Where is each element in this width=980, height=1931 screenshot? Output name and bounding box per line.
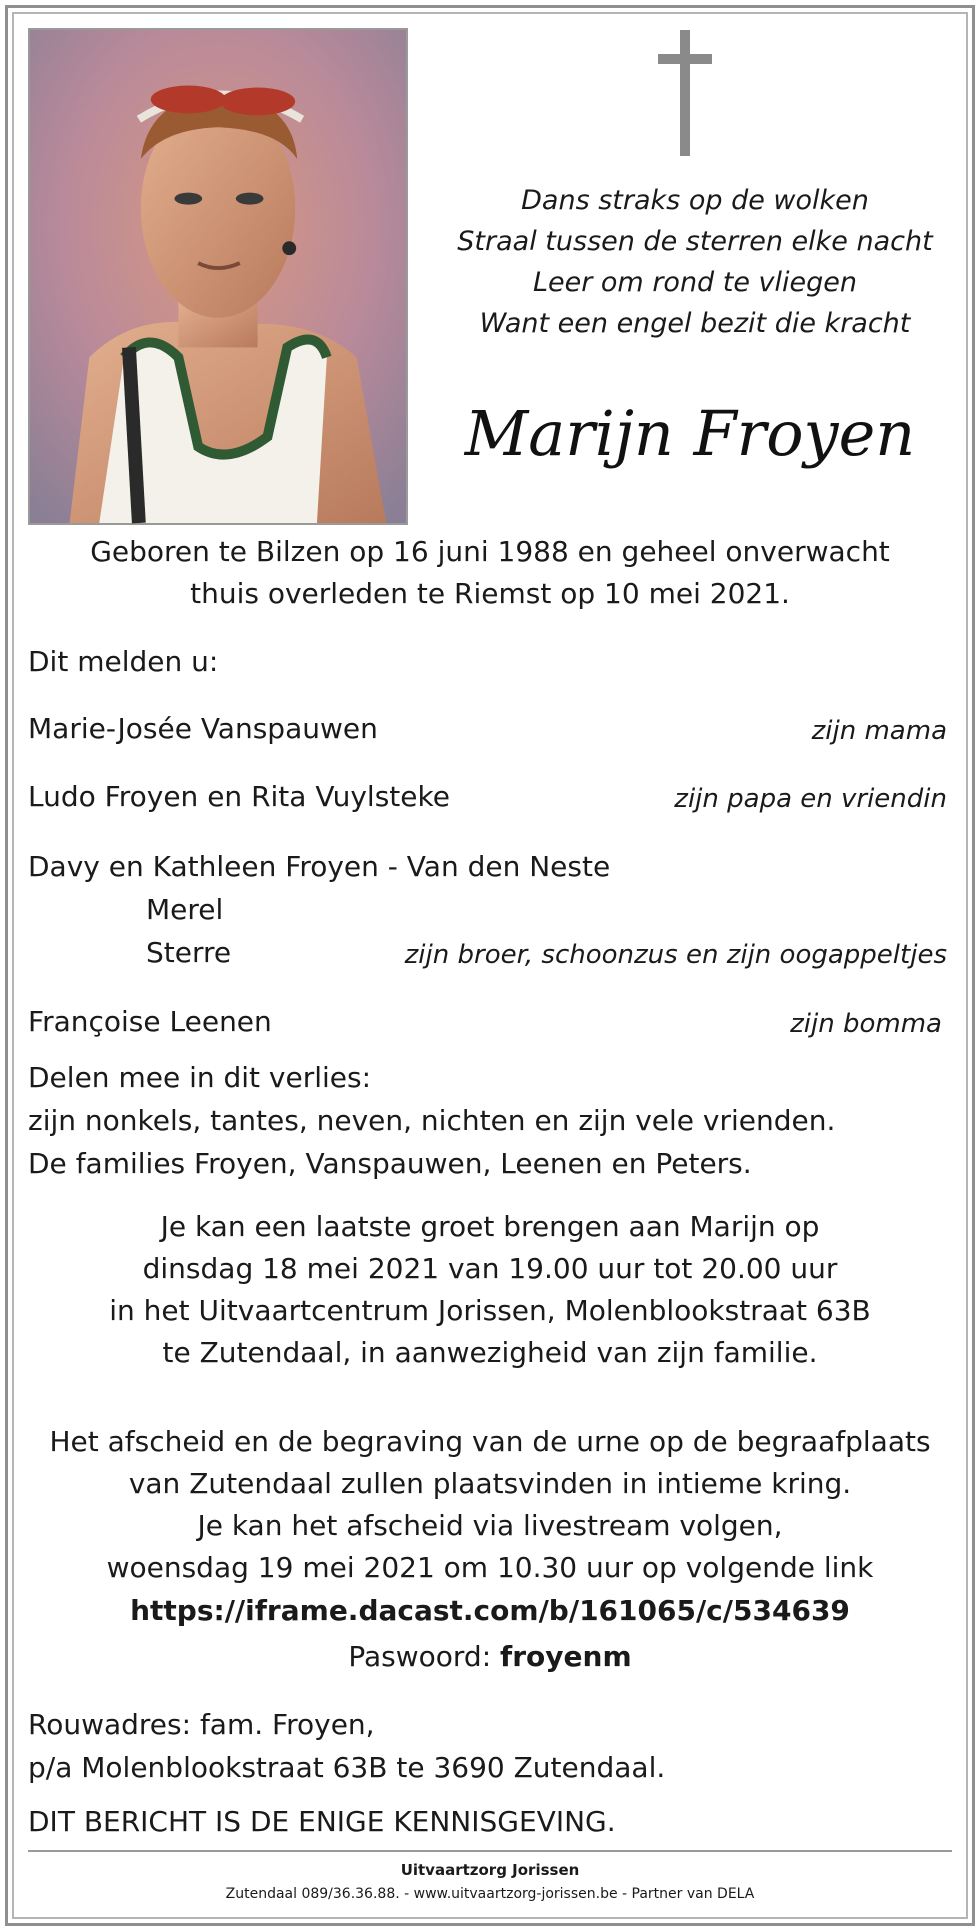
announce-text: Dit melden u: — [28, 645, 219, 678]
address-line: p/a Molenblookstraat 63B te 3690 Zutendaal. — [28, 1751, 666, 1784]
password-line — [0, 1640, 980, 1674]
birth-line: thuis overleden te Riemst op 10 mei 2021. — [190, 577, 790, 610]
visit-line: in het Uitvaartcentrum Jorissen, Molenblookstraat 63B — [109, 1294, 871, 1327]
visit-line: Je kan een laatste groet brengen aan Marijn op — [160, 1210, 820, 1243]
birth-line: Geboren te Bilzen op 16 juni 1988 en geheel onverwacht — [90, 535, 890, 568]
deceased-name: Marijn Froyen — [464, 397, 916, 470]
share-line: zijn nonkels, tantes, neven, nichten en zijn vele vrienden. — [28, 1104, 836, 1137]
farewell-line: Het afscheid en de begraving van de urne op de begraafplaats — [49, 1425, 931, 1458]
password-value: froyenm — [500, 1640, 632, 1673]
footer-divider — [28, 1850, 952, 1852]
footer-contact: Zutendaal 089/36.36.88. - www.uitvaartzorg-jorissen.be - Partner van DELA — [225, 1886, 755, 1902]
child-name: Sterre — [146, 936, 232, 969]
footer-company: Uitvaartzorg Jorissen — [400, 1861, 580, 1879]
mother-name: Marie-Josée Vanspauwen — [28, 712, 378, 745]
address-line: Rouwadres: fam. Froyen, — [28, 1708, 375, 1741]
notice-text: DIT BERICHT IS DE ENIGE KENNISGEVING. — [28, 1805, 616, 1838]
poem — [440, 180, 950, 344]
grandmother-relation: zijn bomma — [790, 1009, 942, 1039]
portrait-photo — [28, 28, 408, 525]
name-signature — [464, 375, 916, 485]
poem-line: Want een engel bezit die kracht — [479, 308, 911, 339]
share-line: Delen mee in dit verlies: — [28, 1061, 372, 1094]
visit-line: te Zutendaal, in aanwezigheid van zijn familie. — [162, 1336, 818, 1369]
grandmother-name: Françoise Leenen — [28, 1005, 272, 1038]
farewell-line: woensdag 19 mei 2021 om 10.30 uur op volgende link — [106, 1551, 874, 1584]
child-name: Merel — [146, 893, 224, 926]
father-relation: zijn papa en vriendin — [674, 784, 947, 814]
brother-name: Davy en Kathleen Froyen - Van den Neste — [28, 850, 611, 883]
father-name: Ludo Froyen en Rita Vuylsteke — [28, 780, 450, 813]
share-line: De families Froyen, Vanspauwen, Leenen en Peters. — [28, 1147, 752, 1180]
brother-relation: zijn broer, schoonzus en zijn oogappeltjes — [404, 940, 947, 970]
poem-line: Straal tussen de sterren elke nacht — [457, 226, 933, 257]
poem-line: Leer om rond te vliegen — [532, 267, 858, 298]
farewell-line: van Zutendaal zullen plaatsvinden in intieme kring. — [128, 1467, 852, 1500]
password-label: Paswoord: — [348, 1640, 492, 1673]
poem-line: Dans straks op de wolken — [521, 185, 869, 216]
cross-icon — [658, 30, 712, 156]
livestream-link[interactable]: https://iframe.dacast.com/b/161065/c/534639 — [130, 1594, 850, 1627]
mother-relation: zijn mama — [811, 716, 947, 746]
farewell-line: Je kan het afscheid via livestream volgen, — [197, 1509, 783, 1542]
visit-line: dinsdag 18 mei 2021 van 19.00 uur tot 20.00 uur — [142, 1252, 838, 1285]
